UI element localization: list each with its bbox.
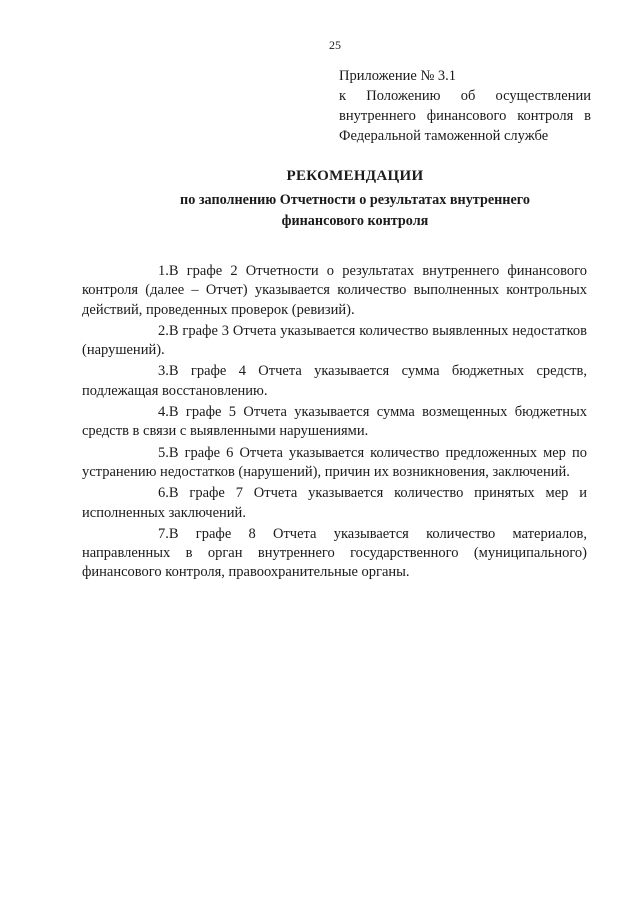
paragraph-number: 2. — [158, 322, 169, 339]
paragraph-text: В графе 2 Отчетности о результатах внутреннего финансового контроля (далее – Отчет) указывается количество выполненных контрольных действий, проведенных проверок (ревизий). — [82, 263, 587, 318]
appendix-reference-line-1: к Положению об осуществлении — [339, 88, 591, 104]
paragraph-text: В графе 6 Отчета указывается количество предложенных мер по устранению недостатков (нарушений), причин их возникновения, заключений. — [82, 444, 587, 480]
paragraph-text: В графе 5 Отчета указывается сумма возмещенных бюджетных средств в связи с выявленными нарушениями. — [82, 404, 587, 440]
paragraph-1 — [82, 262, 587, 320]
paragraph-4 — [82, 403, 587, 442]
paragraph-text: В графе 8 Отчета указывается количество материалов, направленных в орган внутреннего государственного (муниципального) финансового контроля, правоохранительные органы. — [82, 525, 587, 581]
subtitle-line-1: по заполнению Отчетности о результатах внутреннего — [180, 192, 530, 208]
document-title: РЕКОМЕНДАЦИИ — [286, 168, 424, 184]
document-body — [82, 262, 587, 583]
document-subtitle — [0, 190, 640, 232]
appendix-title: Приложение № 3.1 — [339, 68, 457, 84]
paragraph-text: В графе 7 Отчета указывается количество принятых мер и исполненных заключений. — [82, 485, 587, 521]
paragraph-7 — [82, 525, 587, 583]
appendix-reference-line-2: внутреннего финансового контроля в — [339, 108, 591, 124]
paragraph-number: 1. — [158, 263, 169, 279]
paragraph-number: 6. — [158, 485, 169, 502]
paragraph-number: 4. — [158, 404, 169, 421]
paragraph-5 — [82, 444, 587, 483]
paragraph-number: 7. — [158, 525, 169, 542]
paragraph-6 — [82, 484, 587, 523]
paragraph-text: В графе 3 Отчета указывается количество выявленных недостатков (нарушений). — [82, 322, 587, 359]
subtitle-line-2: финансового контроля — [281, 213, 429, 229]
appendix-header — [339, 66, 591, 146]
appendix-reference-line-3: Федеральной таможенной службе — [339, 128, 549, 144]
paragraph-text: В графе 4 Отчета указывается сумма бюджетных средств, подлежащая восстановлению. — [82, 363, 587, 399]
paragraph-3 — [82, 362, 587, 401]
paragraph-number: 5. — [158, 444, 169, 461]
paragraph-2 — [82, 322, 587, 361]
page-number: 25 — [329, 38, 341, 52]
paragraph-number: 3. — [158, 363, 169, 380]
